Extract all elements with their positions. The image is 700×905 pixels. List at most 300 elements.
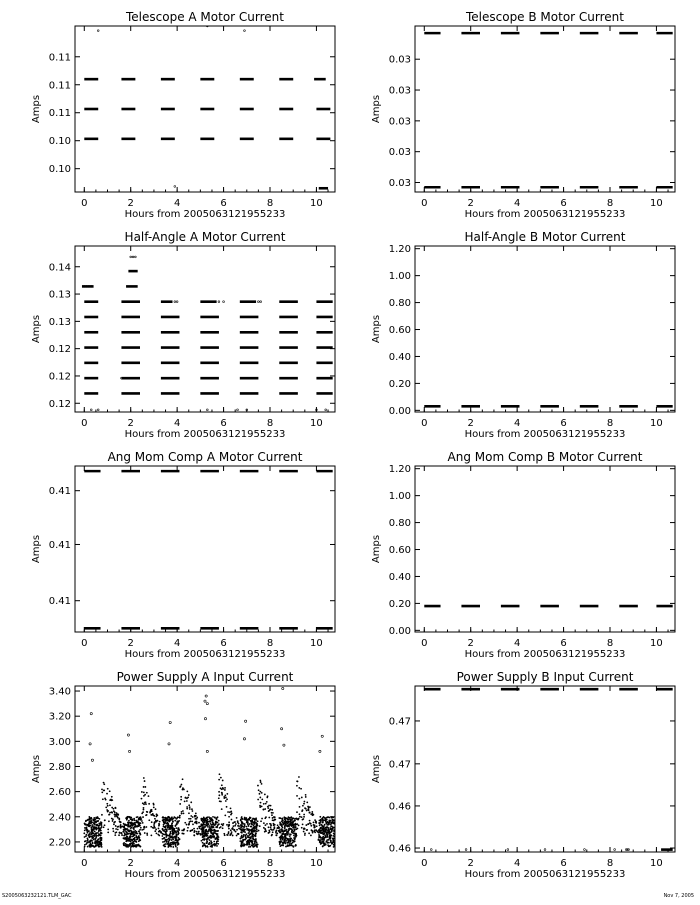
- data-point: [304, 834, 306, 836]
- data-point: [298, 787, 300, 789]
- data-point: [212, 833, 214, 835]
- data-point: [261, 783, 263, 785]
- data-point: [95, 821, 97, 823]
- data-point: [115, 831, 117, 833]
- data-point: [297, 819, 299, 821]
- data-point: [218, 301, 220, 303]
- data-point: [221, 792, 223, 794]
- chart-half-angle-b: [371, 230, 675, 440]
- chart-title: Telescope A Motor Current: [126, 10, 284, 24]
- chart-power-supply-b: [371, 670, 675, 880]
- x-tick-label: 8: [266, 858, 274, 869]
- data-point: [299, 806, 301, 808]
- data-point: [132, 818, 134, 820]
- data-point: [237, 833, 239, 835]
- data-points: [84, 25, 330, 189]
- data-point-peak: [90, 713, 92, 715]
- y-tick-label: 0.10: [48, 136, 71, 148]
- data-point: [214, 843, 216, 845]
- data-point: [106, 793, 108, 795]
- data-point-peak: [319, 750, 321, 752]
- y-tick-label: 0.46: [388, 843, 411, 855]
- data-point: [313, 824, 315, 826]
- data-point: [163, 819, 165, 821]
- data-point: [283, 840, 285, 842]
- x-tick-label: 10: [650, 638, 663, 649]
- data-point: [197, 828, 199, 830]
- data-point: [104, 819, 106, 821]
- data-point: [325, 409, 327, 411]
- data-point: [84, 829, 86, 831]
- data-point: [114, 816, 116, 818]
- data-point: [247, 840, 249, 842]
- data-point: [268, 817, 270, 819]
- data-point: [116, 815, 118, 817]
- data-point: [177, 816, 179, 818]
- data-point: [86, 827, 88, 829]
- y-tick-label: 1.20: [388, 244, 411, 256]
- data-point: [245, 835, 247, 837]
- data-point: [256, 842, 258, 844]
- data-point: [170, 817, 172, 819]
- data-point: [220, 777, 222, 779]
- data-point: [167, 822, 169, 824]
- data-point: [321, 824, 323, 826]
- data-point: [114, 834, 116, 836]
- data-point: [146, 826, 148, 828]
- data-point: [155, 829, 157, 831]
- data-point: [273, 826, 275, 828]
- data-point: [169, 821, 171, 823]
- data-point: [228, 816, 230, 818]
- x-tick-label: 0: [421, 858, 428, 869]
- data-point: [266, 823, 268, 825]
- y-tick-label: 0.03: [388, 147, 411, 159]
- data-point: [127, 825, 129, 827]
- data-point: [176, 301, 178, 303]
- data-point: [290, 834, 292, 836]
- data-point: [94, 838, 96, 840]
- data-point: [103, 783, 105, 785]
- data-point: [240, 829, 242, 831]
- data-point: [151, 821, 153, 823]
- x-axis-label: Hours from 2005063121955233: [464, 869, 626, 880]
- data-point: [235, 823, 237, 825]
- data-point: [144, 786, 146, 788]
- data-point: [328, 845, 330, 847]
- data-point: [190, 801, 192, 803]
- data-point: [162, 828, 164, 830]
- data-point: [333, 840, 335, 842]
- chart-power-supply-a: [31, 670, 337, 880]
- data-point: [219, 773, 221, 775]
- data-point: [293, 826, 295, 828]
- data-point-peak: [204, 718, 206, 720]
- data-point: [106, 809, 108, 811]
- data-point: [300, 788, 302, 790]
- x-tick-label: 0: [81, 198, 88, 209]
- data-point: [330, 840, 332, 842]
- data-point: [171, 839, 173, 841]
- data-point: [93, 819, 95, 821]
- data-point: [325, 819, 327, 821]
- data-point: [319, 816, 321, 818]
- data-point: [309, 812, 311, 814]
- data-point: [261, 798, 263, 800]
- data-point: [282, 823, 284, 825]
- data-point: [242, 826, 244, 828]
- data-point: [314, 830, 316, 832]
- y-tick-label: 0.00: [388, 405, 411, 417]
- data-point: [301, 797, 303, 799]
- data-point: [102, 798, 104, 800]
- data-point: [155, 808, 157, 810]
- data-point: [183, 828, 185, 830]
- data-point: [289, 817, 291, 819]
- data-point: [206, 824, 208, 826]
- data-point: [103, 782, 105, 784]
- data-point: [257, 301, 259, 303]
- data-point: [128, 844, 130, 846]
- data-point: [112, 818, 114, 820]
- data-point: [104, 798, 106, 800]
- data-point: [179, 815, 181, 817]
- data-point: [99, 824, 101, 826]
- data-point: [203, 824, 205, 826]
- data-point: [181, 784, 183, 786]
- y-tick-label: 0.11: [48, 52, 71, 64]
- data-point: [123, 831, 125, 833]
- data-point: [318, 829, 320, 831]
- data-point: [196, 818, 198, 820]
- data-point: [213, 841, 215, 843]
- x-tick-label: 6: [560, 638, 567, 649]
- data-point: [222, 825, 224, 827]
- data-point: [312, 832, 314, 834]
- data-point: [203, 839, 205, 841]
- data-point: [202, 827, 204, 829]
- x-tick-label: 6: [220, 858, 227, 869]
- chart-title: Ang Mom Comp B Motor Current: [447, 450, 643, 464]
- data-point: [293, 831, 295, 833]
- data-point: [264, 794, 266, 796]
- data-point: [264, 808, 266, 810]
- data-point: [282, 833, 284, 835]
- data-point: [216, 836, 218, 838]
- data-point: [111, 812, 113, 814]
- data-point: [205, 846, 207, 848]
- data-point: [163, 826, 165, 828]
- data-point: [91, 829, 93, 831]
- data-point: [158, 824, 160, 826]
- data-point: [294, 819, 296, 821]
- plot-frame: [415, 686, 675, 852]
- data-point: [148, 819, 150, 821]
- y-tick-label: 2.20: [48, 837, 71, 849]
- x-tick-label: 8: [266, 198, 274, 209]
- data-point: [186, 791, 188, 793]
- data-point: [264, 817, 266, 819]
- data-point: [246, 829, 248, 831]
- data-point: [209, 830, 211, 832]
- data-point: [245, 839, 247, 841]
- data-point: [218, 797, 220, 799]
- data-point: [302, 805, 304, 807]
- data-point: [93, 845, 95, 847]
- data-point: [465, 849, 467, 851]
- y-axis-label: Amps: [31, 754, 42, 784]
- data-point: [255, 834, 257, 836]
- y-axis-label: Amps: [371, 314, 382, 344]
- data-point: [153, 806, 155, 808]
- data-point: [126, 836, 128, 838]
- data-point: [254, 827, 256, 829]
- data-point: [131, 842, 133, 844]
- data-point: [230, 811, 232, 813]
- data-point: [279, 831, 281, 833]
- data-point: [85, 823, 87, 825]
- data-point: [177, 827, 179, 829]
- data-point: [179, 803, 181, 805]
- data-point: [250, 837, 252, 839]
- data-point: [247, 832, 249, 834]
- data-point: [213, 826, 215, 828]
- data-point: [215, 833, 217, 835]
- data-point: [95, 834, 97, 836]
- data-point: [172, 829, 174, 831]
- data-point: [287, 830, 289, 832]
- data-point: [83, 832, 85, 834]
- data-point: [133, 845, 135, 847]
- data-point: [150, 814, 152, 816]
- data-point: [224, 787, 226, 789]
- data-point: [174, 844, 176, 846]
- data-point: [94, 840, 96, 842]
- data-point: [131, 836, 133, 838]
- data-point: [103, 789, 105, 791]
- data-point: [148, 803, 150, 805]
- data-point: [225, 797, 227, 799]
- data-point: [159, 821, 161, 823]
- data-point: [296, 785, 298, 787]
- data-point: [255, 824, 257, 826]
- data-point: [133, 831, 135, 833]
- data-point: [186, 808, 188, 810]
- data-point: [138, 824, 140, 826]
- data-point: [282, 836, 284, 838]
- data-point: [128, 833, 130, 835]
- data-point: [205, 838, 207, 840]
- y-tick-label: 0.41: [48, 596, 71, 608]
- data-point: [241, 816, 243, 818]
- data-point: [129, 836, 131, 838]
- data-point: [252, 841, 254, 843]
- x-tick-label: 0: [421, 418, 428, 429]
- x-tick-label: 4: [513, 198, 521, 209]
- y-tick-label: 0.60: [388, 545, 411, 557]
- data-point: [133, 819, 135, 821]
- data-point: [107, 831, 109, 833]
- data-point: [270, 826, 272, 828]
- data-point: [193, 835, 195, 837]
- data-point: [254, 842, 256, 844]
- data-point: [287, 834, 289, 836]
- data-point: [276, 835, 278, 837]
- data-point: [84, 846, 86, 848]
- data-point: [271, 829, 273, 831]
- data-point: [192, 816, 194, 818]
- data-point: [178, 820, 180, 822]
- data-point: [129, 844, 131, 846]
- data-point: [248, 825, 250, 827]
- data-point: [143, 786, 145, 788]
- data-point: [289, 840, 291, 842]
- data-point: [172, 821, 174, 823]
- y-tick-label: 0.20: [388, 598, 411, 610]
- data-point: [139, 832, 141, 834]
- data-point: [284, 837, 286, 839]
- data-point: [204, 831, 206, 833]
- data-point: [130, 822, 132, 824]
- data-point: [141, 791, 143, 793]
- data-point: [165, 836, 167, 838]
- data-point: [184, 800, 186, 802]
- y-tick-label: 1.00: [388, 271, 411, 283]
- data-point: [302, 823, 304, 825]
- data-point: [255, 822, 257, 824]
- data-point: [253, 818, 255, 820]
- data-point: [292, 842, 294, 844]
- data-point: [318, 822, 320, 824]
- x-tick-label: 2: [467, 858, 474, 869]
- x-tick-label: 4: [173, 638, 181, 649]
- data-point: [282, 819, 284, 821]
- data-point: [297, 828, 299, 830]
- data-point: [164, 823, 166, 825]
- data-point: [263, 822, 265, 824]
- data-point: [243, 829, 245, 831]
- x-tick-label: 8: [606, 638, 614, 649]
- chart-telescope-b: [371, 10, 675, 220]
- data-point: [167, 835, 169, 837]
- data-point: [90, 827, 92, 829]
- data-point: [119, 825, 121, 827]
- data-point: [330, 842, 332, 844]
- data-point: [304, 801, 306, 803]
- x-tick-label: 6: [220, 638, 227, 649]
- data-point: [251, 824, 253, 826]
- data-point: [194, 815, 196, 817]
- data-point: [241, 841, 243, 843]
- x-tick-label: 6: [560, 858, 567, 869]
- data-point: [103, 826, 105, 828]
- data-point: [148, 795, 150, 797]
- data-point: [273, 820, 275, 822]
- data-point: [206, 409, 208, 411]
- x-tick-label: 0: [81, 638, 88, 649]
- x-axis-label: Hours from 2005063121955233: [464, 429, 626, 440]
- data-point: [146, 834, 148, 836]
- data-point: [209, 837, 211, 839]
- data-point: [241, 843, 243, 845]
- data-point: [283, 831, 285, 833]
- x-tick-label: 0: [81, 418, 88, 429]
- data-point: [138, 830, 140, 832]
- data-point: [107, 828, 109, 830]
- data-point: [245, 837, 247, 839]
- data-point: [232, 825, 234, 827]
- data-point: [259, 797, 261, 799]
- data-point: [124, 834, 126, 836]
- y-tick-label: 0.80: [388, 298, 411, 310]
- data-point-peak: [243, 738, 245, 740]
- y-tick-label: 0.80: [388, 518, 411, 530]
- data-point: [260, 301, 262, 303]
- data-point: [153, 815, 155, 817]
- data-point: [139, 839, 141, 841]
- y-tick-label: 0.00: [388, 625, 411, 637]
- data-point: [280, 845, 282, 847]
- x-tick-label: 10: [650, 858, 663, 869]
- y-tick-label: 0.12: [48, 371, 71, 383]
- data-point: [333, 819, 335, 821]
- data-point: [187, 830, 189, 832]
- x-tick-label: 10: [310, 418, 323, 429]
- data-point: [133, 818, 135, 820]
- data-point: [272, 831, 274, 833]
- data-point: [213, 829, 215, 831]
- data-point: [170, 846, 172, 848]
- data-point: [112, 828, 114, 830]
- y-tick-label: 0.11: [48, 108, 71, 120]
- x-tick-label: 2: [467, 638, 474, 649]
- y-tick-label: 1.00: [388, 491, 411, 503]
- data-point: [238, 827, 240, 829]
- data-point: [279, 829, 281, 831]
- data-point: [107, 811, 109, 813]
- data-points: [424, 33, 672, 187]
- data-point: [100, 839, 102, 841]
- data-point: [206, 841, 208, 843]
- data-point: [144, 802, 146, 804]
- data-point: [126, 844, 128, 846]
- footer-date: Nov 7, 2005: [663, 893, 694, 899]
- data-point: [121, 834, 123, 836]
- data-point: [216, 845, 218, 847]
- data-point: [323, 840, 325, 842]
- y-tick-label: 0.13: [48, 316, 71, 328]
- data-points: [82, 256, 333, 411]
- data-point: [130, 256, 132, 258]
- data-point: [303, 828, 305, 830]
- data-point: [227, 811, 229, 813]
- data-point: [204, 818, 206, 820]
- data-point: [224, 794, 226, 796]
- y-tick-label: 0.03: [388, 178, 411, 190]
- data-point: [330, 828, 332, 830]
- data-point: [97, 30, 99, 32]
- data-point: [101, 792, 103, 794]
- data-point: [176, 835, 178, 837]
- data-point: [161, 835, 163, 837]
- y-tick-label: 0.12: [48, 344, 71, 356]
- chart-half-angle-a: [31, 230, 335, 440]
- data-point: [310, 825, 312, 827]
- data-point: [251, 821, 253, 823]
- data-point-peak: [206, 703, 208, 705]
- data-point: [101, 788, 103, 790]
- data-point: [286, 838, 288, 840]
